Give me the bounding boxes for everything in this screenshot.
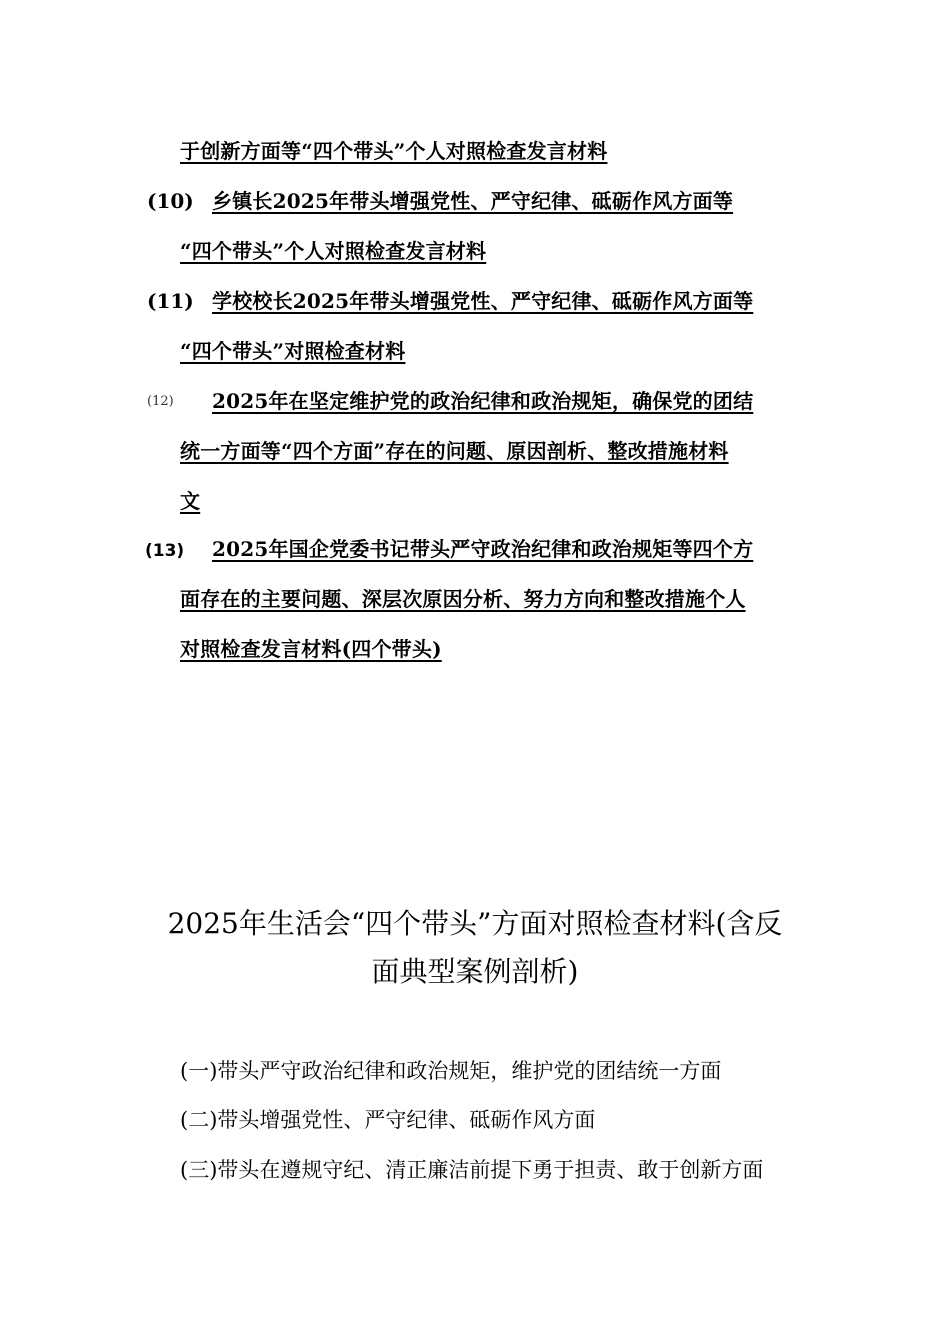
section-heading-2: (二)带头增强党性、严守纪律、砥砺作风方面 bbox=[180, 1108, 596, 1132]
toc-item-10-line-2[interactable] bbox=[180, 237, 486, 265]
toc-item-12-line-1[interactable] bbox=[212, 387, 753, 415]
toc-link-text[interactable]: “四个带头”对照检查材料 bbox=[180, 339, 406, 363]
section-heading-3: (三)带头在遵规守纪、清正廉洁前提下勇于担责、敢于创新方面 bbox=[180, 1158, 764, 1182]
toc-item-13-number: (13) bbox=[145, 541, 185, 561]
toc-link-text[interactable]: 学校校长2025年带头增强党性、严守纪律、砥砺作风方面等 bbox=[212, 289, 754, 313]
document-title-line-2: 面典型案例剖析) bbox=[371, 955, 579, 988]
toc-link-text[interactable]: 统一方面等“四个方面”存在的问题、原因剖析、整改措施材料 bbox=[180, 439, 729, 463]
toc-item-9-line-2[interactable] bbox=[180, 137, 607, 165]
toc-item-10-line-1[interactable] bbox=[212, 187, 733, 215]
toc-item-12-line-2[interactable] bbox=[180, 437, 729, 465]
toc-link-text[interactable]: 文 bbox=[180, 489, 201, 513]
toc-item-11-line-1[interactable] bbox=[212, 287, 753, 315]
toc-item-10-number: (10) bbox=[147, 189, 194, 213]
section-heading-1: (一)带头严守政治纪律和政治规矩，维护党的团结统一方面 bbox=[180, 1059, 722, 1083]
toc-item-11-line-2[interactable] bbox=[180, 337, 405, 365]
toc-item-11-number: (11) bbox=[147, 289, 194, 313]
toc-item-12-number: (12) bbox=[147, 394, 174, 409]
toc-item-13-line-1[interactable] bbox=[212, 535, 753, 563]
toc-link-text[interactable]: 乡镇长2025年带头增强党性、严守纪律、砥砺作风方面等 bbox=[212, 189, 734, 213]
toc-item-13-line-2[interactable] bbox=[180, 585, 746, 613]
toc-link-text[interactable]: “四个带头”个人对照检查发言材料 bbox=[180, 239, 487, 263]
toc-item-13-line-3[interactable] bbox=[180, 635, 442, 663]
toc-link-text[interactable]: 面存在的主要问题、深层次原因分析、努力方向和整改措施个人 bbox=[180, 587, 746, 611]
toc-link-text[interactable]: 2025年国企党委书记带头严守政治纪律和政治规矩等四个方 bbox=[212, 537, 754, 561]
toc-link-text[interactable]: 于创新方面等“四个带头”个人对照检查发言材料 bbox=[180, 139, 608, 163]
toc-item-12-line-3[interactable] bbox=[180, 487, 200, 515]
toc-link-text[interactable]: 对照检查发言材料(四个带头) bbox=[180, 637, 442, 661]
toc-link-text[interactable]: 2025年在坚定维护党的政治纪律和政治规矩，确保党的团结 bbox=[212, 389, 754, 413]
document-title-line-1: 2025年生活会“四个带头”方面对照检查材料(含反 bbox=[167, 907, 783, 940]
